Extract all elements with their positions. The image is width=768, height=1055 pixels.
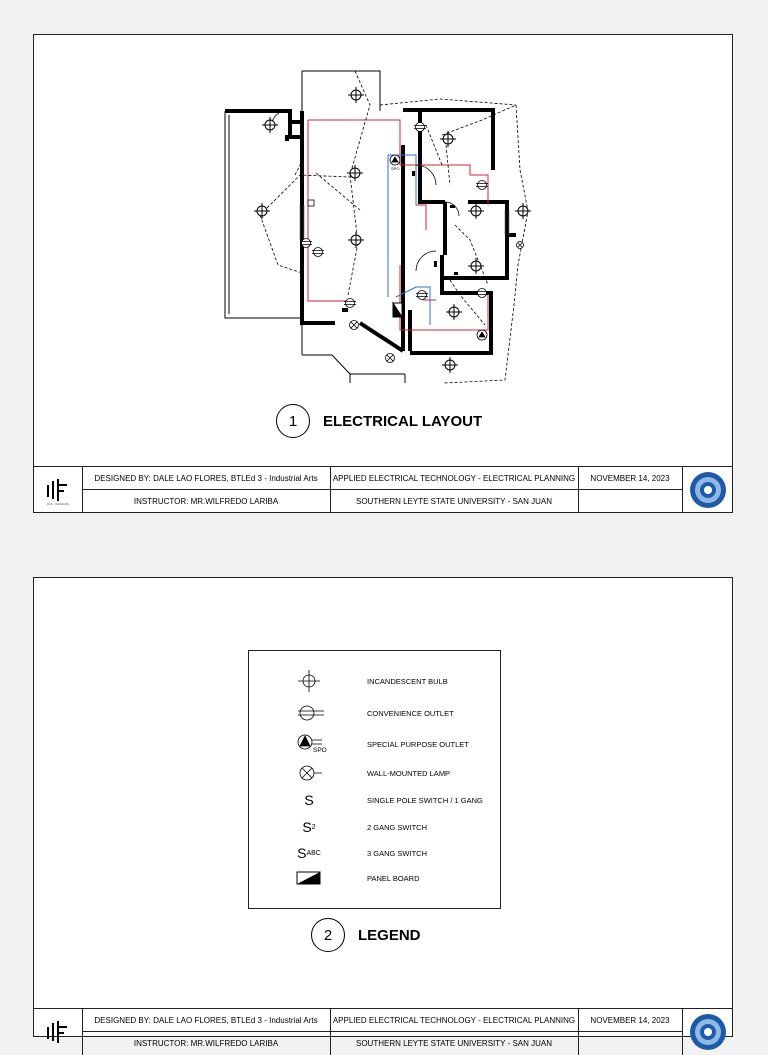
designer-text: DESIGNED BY: DALE LAO FLORES, BTLEd 3 - Industrial Arts bbox=[94, 473, 318, 483]
single-pole-switch-symbol: S bbox=[304, 792, 314, 808]
caption-title: LEGEND bbox=[358, 926, 421, 944]
legend-row bbox=[249, 732, 500, 756]
legend-row bbox=[249, 866, 500, 890]
legend-label: SINGLE POLE SWITCH / 1 GANG bbox=[367, 795, 483, 805]
legend-label: WALL-MOUNTED LAMP bbox=[367, 768, 451, 778]
legend-label: PANEL BOARD bbox=[367, 873, 420, 883]
caption-title: ELECTRICAL LAYOUT bbox=[323, 412, 483, 430]
university-seal bbox=[689, 1013, 727, 1051]
date-text: NOVEMBER 14, 2023 bbox=[590, 1015, 670, 1025]
legend-row bbox=[249, 701, 500, 725]
course-text: APPLIED ELECTRICAL TECHNOLOGY - ELECTRICAL PLANNING bbox=[332, 1015, 576, 1025]
plan-spo-label: SPO bbox=[391, 166, 400, 171]
two-gang-switch-sub: 2 bbox=[311, 823, 316, 831]
three-gang-switch-symbol: S bbox=[297, 845, 307, 861]
legend-caption bbox=[311, 918, 421, 952]
caption-number: 1 bbox=[276, 404, 310, 438]
instructor-text: INSTRUCTOR: MR.WILFREDO LARIBA bbox=[133, 496, 279, 506]
designer-text: DESIGNED BY: DALE LAO FLORES, BTLEd 3 - Industrial Arts bbox=[94, 1015, 318, 1025]
panel-board-icon bbox=[296, 870, 322, 886]
legend-row bbox=[249, 761, 500, 785]
legend-box bbox=[248, 650, 501, 909]
floor-plan-drawing bbox=[220, 65, 550, 395]
school-text: SOUTHERN LEYTE STATE UNIVERSITY - SAN JUAN bbox=[355, 1038, 553, 1048]
panel-board bbox=[393, 303, 402, 317]
instructor-text: INSTRUCTOR: MR.WILFREDO LARIBA bbox=[133, 1038, 279, 1048]
switches bbox=[285, 135, 458, 312]
course-text: APPLIED ELECTRICAL TECHNOLOGY - ELECTRICAL PLANNING bbox=[332, 473, 576, 483]
incandescent-bulb-icon bbox=[294, 669, 324, 693]
caption-number: 2 bbox=[311, 918, 345, 952]
wall-mounted-lamp-icon bbox=[292, 761, 326, 785]
legend-label: SPECIAL PURPOSE OUTLET bbox=[367, 739, 469, 749]
school-text: SOUTHERN LEYTE STATE UNIVERSITY - SAN JUAN bbox=[355, 496, 553, 506]
convenience-outlet-icon bbox=[292, 701, 326, 725]
red-wiring bbox=[308, 120, 488, 330]
layout-caption bbox=[276, 404, 482, 438]
legend-label: CONVENIENCE OUTLET bbox=[367, 708, 454, 718]
three-gang-switch-sub: ABC bbox=[306, 849, 321, 857]
title-block bbox=[34, 466, 732, 513]
dlf-logo bbox=[44, 475, 72, 505]
spo-symbol-text: SPO bbox=[313, 747, 327, 754]
dlf-logo bbox=[44, 1017, 72, 1047]
university-seal bbox=[689, 471, 727, 509]
legend-row bbox=[249, 669, 500, 693]
date-text: NOVEMBER 14, 2023 bbox=[590, 473, 670, 483]
legend-label: 3 GANG SWITCH bbox=[367, 848, 428, 858]
legend-label: INCANDESCENT BULB bbox=[367, 676, 448, 686]
svg-text:DLF · DESIGNS: DLF · DESIGNS bbox=[47, 502, 69, 505]
wall-mounted-lamps bbox=[350, 242, 524, 363]
title-block bbox=[34, 1008, 732, 1055]
walls bbox=[225, 110, 516, 353]
two-gang-switch-symbol: S bbox=[302, 819, 312, 835]
legend-sheet bbox=[33, 577, 733, 1048]
electrical-layout-sheet bbox=[33, 34, 733, 513]
legend-label: 2 GANG SWITCH bbox=[367, 822, 428, 832]
legend-row bbox=[249, 815, 500, 839]
legend-row bbox=[249, 788, 500, 812]
legend-row bbox=[249, 841, 500, 865]
